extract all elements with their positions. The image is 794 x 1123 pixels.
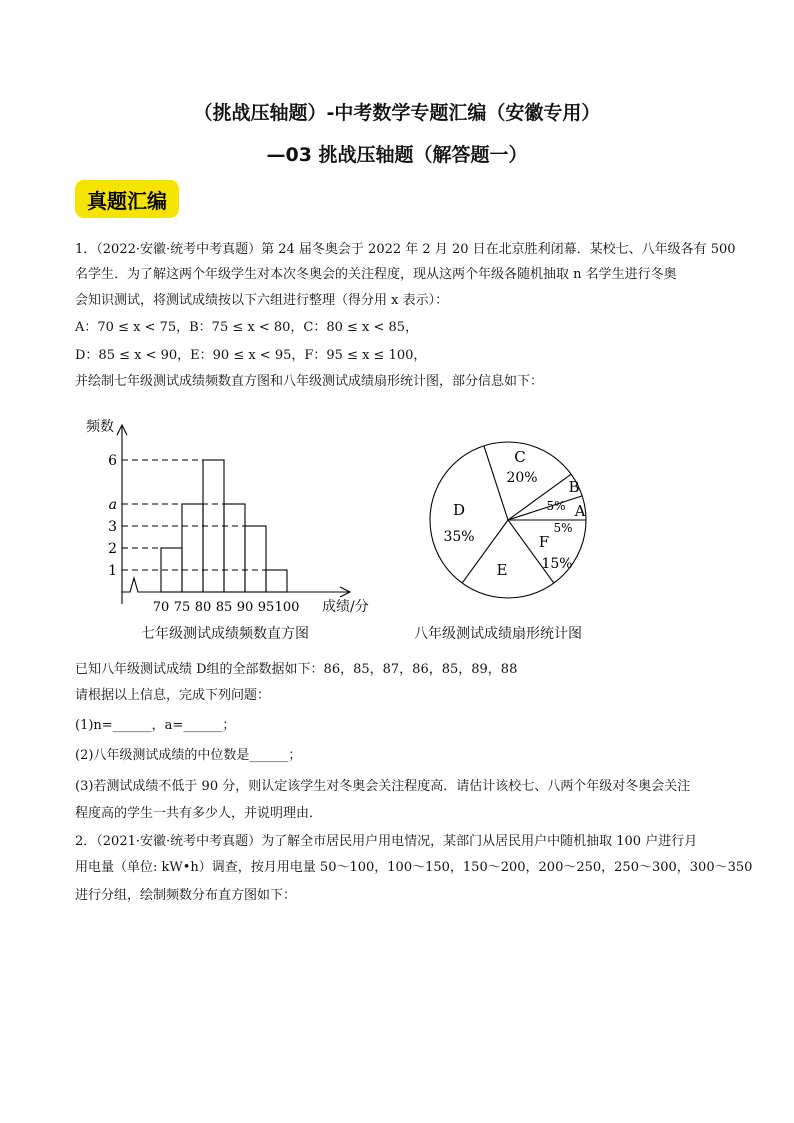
problem2-text-line2: 用电量（单位: kW•h）调查，按月用电量 50～100，100～150，150～200，200～250，250～300，300～350 (75, 860, 753, 875)
problem1-text-line3: 会知识测试，将测试成绩按以下六组进行整理（得分用 x 表示）： (75, 293, 449, 308)
histogram-xlabel: 成绩/分 (322, 599, 369, 615)
pie-slice-label: B (568, 478, 580, 496)
problem1-text-line2: 名学生．为了解这两个年级学生对本次冬奥会的关注程度，现从这两个年级各随机抽取 n 名学生进行冬奥 (75, 267, 677, 282)
pie-slice-percent: 5% (546, 499, 566, 513)
pie-slice-label: A (574, 502, 586, 520)
problem2-text-line1: 2．（2021·安徽·统考中考真题）为了解全市居民用户用电情况，某部门从居民用户中随机抽取 100 户进行月 (75, 834, 698, 849)
pie-slice-label: C (514, 448, 526, 466)
histogram-y-tick: 1 (108, 563, 117, 579)
problem1-given-data: 已知八年级测试成绩 D组的全部数据如下：86，85，87，86，85，89，88 (75, 662, 518, 677)
grade8-pie-chart (400, 420, 630, 610)
problem1-text-line1: 1．（2022·安徽·统考中考真题）第 24 届冬奥会于 2022 年 2 月 20 日在北京胜利闭幕．某校七、八年级各有 500 (75, 242, 736, 257)
histogram-bar (266, 570, 287, 592)
pie-slice-label: D (452, 501, 466, 519)
problem1-instruction: 请根据以上信息，完成下列问题： (75, 688, 271, 703)
section-badge: 真题汇编 (75, 180, 179, 218)
document-subtitle: —03 挑战压轴题（解答题一） (266, 144, 528, 166)
histogram-bar (224, 504, 245, 592)
pie-slice-label: F (538, 533, 550, 551)
histogram-x-axis (122, 578, 350, 592)
question-3-line1: (3)若测试成绩不低于 90 分，则认定该学生对冬奥会关注程度高．请估计该校七、八两个年级对冬奥会关注 (75, 779, 691, 794)
histogram-x-tick: 75 (173, 600, 191, 615)
pie-slice-edge (484, 446, 508, 520)
problem2-text-line3: 进行分组，绘制频数分布直方图如下： (75, 888, 297, 903)
histogram-x-tick: 80 (194, 600, 212, 615)
pie-slice-label: E (496, 561, 508, 579)
histogram-x-tick: 70 (152, 600, 170, 615)
histogram-x-tick: 90 (236, 600, 254, 615)
histogram-y-tick: a (108, 497, 117, 513)
pie-slice-percent: 20% (506, 470, 538, 486)
question-1: (1)n=______，a=______； (75, 718, 236, 733)
pie-slice-percent: 15% (541, 556, 573, 572)
histogram-x-tick: 100 (274, 600, 300, 615)
histogram-y-tick: 2 (108, 541, 117, 557)
question-2: (2)八年级测试成绩的中位数是______； (75, 748, 302, 763)
histogram-x-tick: 95 (257, 600, 275, 615)
problem1-groups-line2: D：85 ≤ x < 90，E：90 ≤ x < 95，F：95 ≤ x ≤ 100， (75, 348, 427, 363)
histogram-bar (182, 504, 203, 592)
problem1-groups-line1: A：70 ≤ x < 75，B：75 ≤ x < 80，C：80 ≤ x < 85， (75, 320, 419, 335)
histogram-caption: 七年级测试成绩频数直方图 (141, 626, 309, 642)
problem1-text-line6: 并绘制七年级测试成绩频数直方图和八年级测试成绩扇形统计图，部分信息如下： (75, 374, 544, 389)
pie-slice-percent: 5% (553, 521, 573, 535)
histogram-y-tick: 6 (108, 453, 117, 469)
histogram-x-tick: 85 (215, 600, 233, 615)
pie-caption: 八年级测试成绩扇形统计图 (414, 626, 582, 642)
histogram-y-tick: 3 (108, 519, 117, 535)
pie-slice-edge (508, 520, 554, 583)
histogram-bar (245, 526, 266, 592)
pie-slice-percent: 35% (443, 529, 475, 545)
histogram-ylabel: 频数 (86, 419, 114, 435)
pie-slice-edge (508, 496, 582, 520)
document-title: （挑战压轴题）-中考数学专题汇编（安徽专用） (193, 102, 601, 124)
question-3-line2: 程度高的学生一共有多少人，并说明理由． (75, 806, 323, 821)
